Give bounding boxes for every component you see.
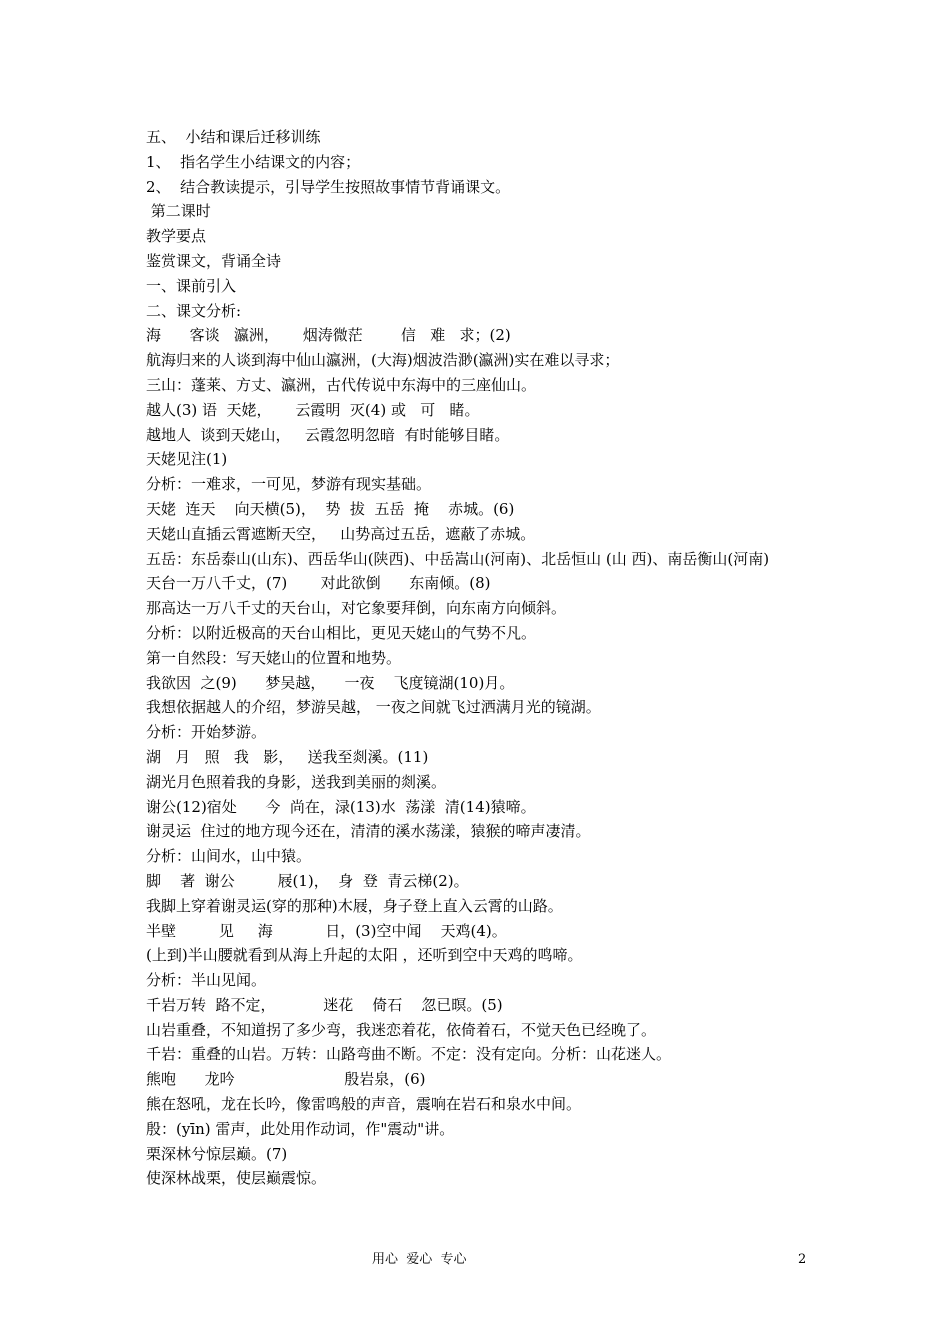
analysis-line: 分析：以附近极高的天台山相比，更见天姥山的气势不凡。	[146, 623, 537, 642]
poem-line: 越人(3) 语 天姥， 云霞明 灭(4) 或 可 睹。	[146, 400, 480, 419]
translation-line: 我脚上穿着谢灵运(穿的那种)木屐，身子登上直入云霄的山路。	[146, 896, 563, 915]
translation-line: 那高达一万八千丈的天台山，对它象要拜倒，向东南方向倾斜。	[146, 599, 567, 618]
translation-line: 我想依据越人的介绍，梦游吴越， 一夜之间就飞过洒满月光的镜湖。	[146, 698, 601, 717]
footer-text: 用心 爱心 专心	[372, 1252, 467, 1267]
analysis-line: 分析：半山见闻。	[146, 971, 267, 990]
translation-line: 航海归来的人谈到海中仙山瀛洲，(大海)烟波浩渺(瀛洲)实在难以寻求；	[146, 351, 620, 370]
translation-line: 湖光月色照着我的身影，送我到美丽的剡溪。	[146, 772, 447, 791]
section-heading: 第二课时	[146, 202, 211, 221]
text-line: 五、 小结和课后迁移训练	[146, 128, 321, 146]
text-line: 教学要点	[146, 227, 207, 246]
translation-line: 谢灵运 住过的地方现今还在，清清的溪水荡漾，猿猴的啼声凄清。	[146, 822, 591, 841]
poem-line: 海 客谈 瀛洲， 烟涛微茫 信 难 求；(2)	[146, 326, 511, 345]
poem-line: 谢公(12)宿处 今 尚在，渌(13)水 荡漾 清(14)猿啼。	[146, 797, 536, 816]
document-body	[146, 125, 826, 1191]
poem-line: 栗深林兮惊层巅。(7)	[146, 1144, 288, 1163]
analysis-line: 分析：一难求，一可见，梦游有现实基础。	[146, 475, 432, 494]
text-line: 一、课前引入	[146, 276, 237, 295]
page-number: 2	[798, 1252, 807, 1267]
annotation-line: 三山：蓬莱、方丈、瀛洲，古代传说中东海中的三座仙山。	[146, 375, 537, 394]
annotation-line: 千岩：重叠的山岩。万转：山路弯曲不断。不定：没有定向。分析：山花迷人。	[146, 1045, 672, 1064]
poem-line: 我欲因 之(9) 梦吴越， 一夜 飞度镜湖(10)月。	[146, 673, 515, 692]
poem-line: 千岩万转 路不定， 迷花 倚石 忽已暝。(5)	[146, 995, 503, 1014]
poem-line: 脚 著 谢公 屐(1)， 身 登 青云梯(2)。	[146, 871, 469, 890]
poem-line: 天姥 连天 向天横(5)， 势 拔 五岳 掩 赤城。(6)	[146, 499, 515, 518]
poem-line: 半壁 见 海 日，(3)空中闻 天鸡(4)。	[146, 921, 507, 940]
page-footer	[0, 1250, 950, 1270]
translation-line: 天姥山直插云霄遮断天空， 山势高过五岳，遮蔽了赤城。	[146, 524, 536, 543]
annotation-line: 五岳：东岳泰山(山东)、西岳华山(陕西)、中岳嵩山(河南)、北岳恒山 (山 西)、南岳衡山(河南)	[146, 549, 770, 568]
poem-line: 湖 月 照 我 影， 送我至剡溪。(11)	[146, 747, 429, 766]
poem-line: 天台一万八千丈，(7) 对此欲倒 东南倾。(8)	[146, 574, 491, 593]
translation-line: 越地人 谈到天姥山， 云霞忽明忽暗 有时能够目睹。	[146, 425, 510, 444]
annotation-line: 天姥见注(1)	[146, 450, 228, 469]
analysis-line: 分析：开始梦游。	[146, 723, 267, 742]
translation-line: 山岩重叠，不知道拐了多少弯，我迷恋着花，依倚着石，不觉天色已经晚了。	[146, 1020, 657, 1039]
text-line: 鉴赏课文，背诵全诗	[146, 251, 282, 270]
translation-line: 熊在怒吼，龙在长吟，像雷鸣般的声音，震响在岩石和泉水中间。	[146, 1095, 582, 1114]
text-line: 二、课文分析:	[146, 301, 242, 320]
annotation-line: 殷：(yīn) 雷声，此处用作动词，作"震动"讲。	[146, 1119, 455, 1138]
text-line: 第一自然段：写天姥山的位置和地势。	[146, 648, 402, 667]
text-line: 2、 结合教读提示，引导学生按照故事情节背诵课文。	[146, 177, 511, 196]
text-line: 1、 指名学生小结课文的内容；	[146, 152, 361, 171]
poem-line: 熊咆 龙吟 殷岩泉，(6)	[146, 1070, 426, 1089]
analysis-line: 分析：山间水，山中猿。	[146, 847, 312, 866]
translation-line: (上到)半山腰就看到从海上升起的太阳 ，还听到空中天鸡的鸣啼。	[146, 946, 583, 965]
translation-line: 使深林战栗，使层巅震惊。	[146, 1169, 327, 1188]
